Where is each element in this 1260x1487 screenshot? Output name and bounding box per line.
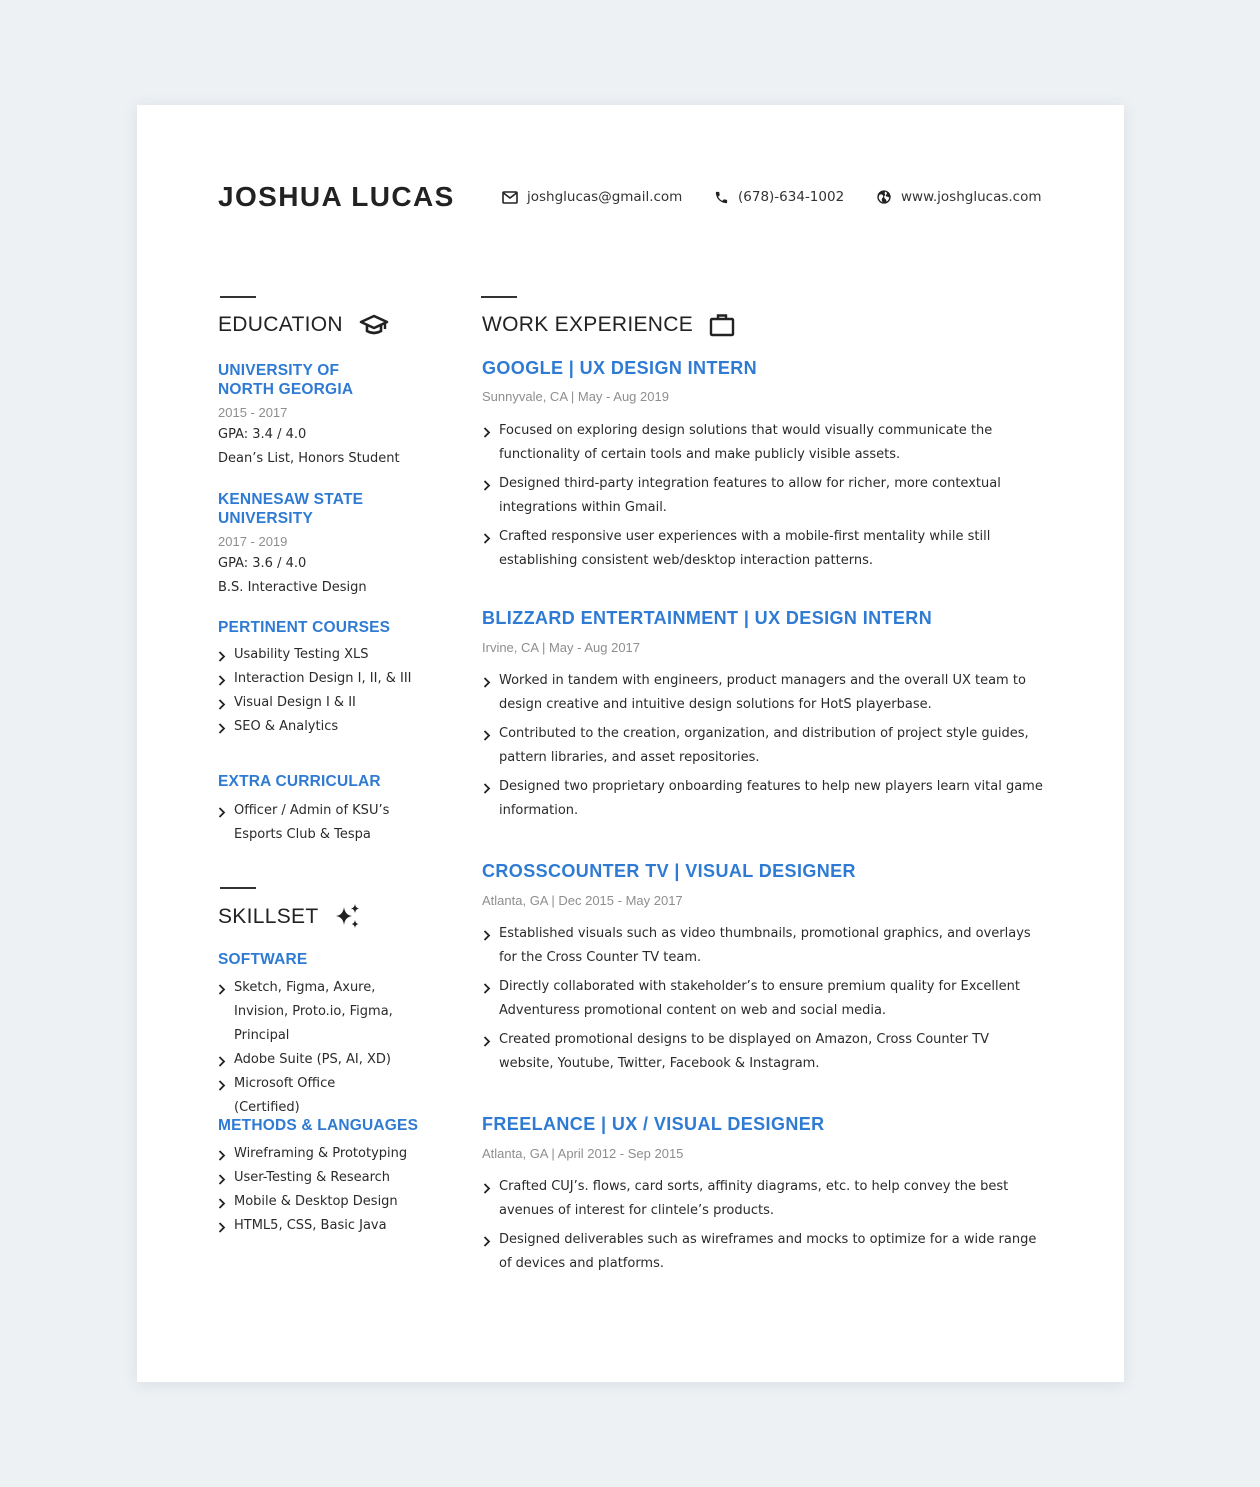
list-item: Interaction Design I, II, & III <box>218 667 448 691</box>
chevron-right-icon <box>218 1150 226 1161</box>
job-title: CROSSCOUNTER TV | VISUAL DESIGNER <box>482 861 856 881</box>
chevron-right-icon <box>218 699 226 710</box>
job-title: FREELANCE | UX / VISUAL DESIGNER <box>482 1114 825 1134</box>
skillset-heading <box>218 903 362 931</box>
mail-icon <box>502 191 518 204</box>
chevron-right-icon <box>218 807 226 818</box>
school-gpa: GPA: 3.6 / 4.0 <box>218 556 307 571</box>
chevron-right-icon <box>218 1174 226 1185</box>
list-item: Designed two proprietary onboarding features to help new players learn vital game information. <box>483 775 1043 823</box>
chevron-right-icon <box>483 783 491 794</box>
contact-email[interactable] <box>502 187 682 207</box>
list-item: Designed deliverables such as wireframes and mocks to optimize for a wide range of devices and platforms. <box>483 1228 1043 1276</box>
school-2 <box>218 490 438 598</box>
education-heading <box>218 313 389 337</box>
list-item: Visual Design I & II <box>218 691 448 715</box>
job-bullets <box>483 922 1043 1081</box>
school-name-line1: KENNESAW STATE <box>218 491 364 508</box>
list-item: Designed third-party integration features to allow for richer, more contextual integrations within Gmail. <box>483 472 1043 520</box>
list-item: Created promotional designs to be displayed on Amazon, Cross Counter TV website, Youtube, Twitter, Facebook & Instagram. <box>483 1028 1043 1076</box>
list-item: Established visuals such as video thumbnails, promotional graphics, and overlays for the Cross Counter TV team. <box>483 922 1043 970</box>
sparkles-icon <box>334 903 362 931</box>
list-item: User-Testing & Research <box>218 1166 458 1190</box>
chevron-right-icon <box>218 1056 226 1067</box>
software-title: SOFTWARE <box>218 951 308 968</box>
resume-page <box>137 105 1124 1382</box>
job-title: BLIZZARD ENTERTAINMENT | UX DESIGN INTERN <box>482 608 933 628</box>
school-name-line2: UNIVERSITY <box>218 510 314 527</box>
section-rule <box>481 296 517 298</box>
list-item: Mobile & Desktop Design <box>218 1190 458 1214</box>
list-item: Contributed to the creation, organization, and distribution of project style guides, pattern libraries, and asset repositories. <box>483 722 1043 770</box>
chevron-right-icon <box>218 723 226 734</box>
chevron-right-icon <box>483 730 491 741</box>
school-note: B.S. Interactive Design <box>218 580 367 595</box>
contact-phone[interactable] <box>714 187 844 207</box>
courses-list <box>218 643 448 739</box>
school-name-line2: NORTH GEORGIA <box>218 381 354 398</box>
chevron-right-icon <box>483 983 491 994</box>
courses-title: PERTINENT COURSES <box>218 619 391 636</box>
school-years: 2015 - 2017 <box>218 405 288 420</box>
extra-curricular-list <box>218 799 393 847</box>
list-item: Microsoft Office (Certified) <box>218 1072 403 1120</box>
software-list <box>218 976 403 1120</box>
phone-icon <box>714 190 729 205</box>
resume-name: JOSHUA LUCAS <box>218 181 455 212</box>
website-text[interactable]: www.joshglucas.com <box>901 189 1042 205</box>
list-item: Worked in tandem with engineers, product managers and the overall UX team to design creative and intuitive design solutions for HotS playerbase. <box>483 669 1043 717</box>
chevron-right-icon <box>483 1183 491 1194</box>
extra-curricular-title: EXTRA CURRICULAR <box>218 773 381 790</box>
school-name-line1: UNIVERSITY OF <box>218 362 340 379</box>
school-note: Dean’s List, Honors Student <box>218 451 400 466</box>
list-item: Usability Testing XLS <box>218 643 448 667</box>
school-gpa: GPA: 3.4 / 4.0 <box>218 427 307 442</box>
chevron-right-icon <box>218 675 226 686</box>
list-item: HTML5, CSS, Basic Java <box>218 1214 458 1238</box>
methods-list <box>218 1142 458 1238</box>
job-bullets <box>483 1175 1043 1281</box>
education-title: EDUCATION <box>218 313 343 336</box>
job-meta: Irvine, CA | May - Aug 2017 <box>482 640 641 655</box>
chevron-right-icon <box>483 480 491 491</box>
list-item: Crafted CUJ’s. flows, card sorts, affinity diagrams, etc. to help convey the best avenues of interest for clintele’s products. <box>483 1175 1043 1223</box>
phone-text[interactable]: (678)-634-1002 <box>738 189 845 205</box>
chevron-right-icon <box>483 533 491 544</box>
chevron-right-icon <box>218 1080 226 1091</box>
chevron-right-icon <box>218 1222 226 1233</box>
chevron-right-icon <box>218 1198 226 1209</box>
skillset-title: SKILLSET <box>218 905 319 928</box>
job-meta: Atlanta, GA | Dec 2015 - May 2017 <box>482 893 683 908</box>
list-item: Sketch, Figma, Axure, Invision, Proto.io, Figma, Principal <box>218 976 403 1048</box>
job-meta: Atlanta, GA | April 2012 - Sep 2015 <box>482 1146 684 1161</box>
contact-website[interactable] <box>876 187 1042 207</box>
section-rule <box>220 296 256 298</box>
job-meta: Sunnyvale, CA | May - Aug 2019 <box>482 389 669 404</box>
job-title: GOOGLE | UX DESIGN INTERN <box>482 358 758 378</box>
list-item: Crafted responsive user experiences with a mobile-first mentality while still establishing consistent web/desktop interaction patterns. <box>483 525 1043 573</box>
list-item: Directly collaborated with stakeholder’s to ensure premium quality for Excellent Adventuress promotional content on web and social media. <box>483 975 1043 1023</box>
list-item: Adobe Suite (PS, AI, XD) <box>218 1048 403 1072</box>
section-rule <box>220 887 256 889</box>
briefcase-icon <box>709 313 735 337</box>
chevron-right-icon <box>483 930 491 941</box>
methods-title: METHODS & LANGUAGES <box>218 1117 419 1134</box>
chevron-right-icon <box>483 1236 491 1247</box>
school-years: 2017 - 2019 <box>218 534 288 549</box>
chevron-right-icon <box>218 984 226 995</box>
job-bullets <box>483 669 1043 828</box>
list-item: Officer / Admin of KSU’s Esports Club & Tespa <box>218 799 393 847</box>
school-1 <box>218 361 438 469</box>
chevron-right-icon <box>483 427 491 438</box>
chevron-right-icon <box>483 677 491 688</box>
list-item: Wireframing & Prototyping <box>218 1142 458 1166</box>
work-experience-heading <box>482 313 735 337</box>
globe-icon <box>876 189 892 205</box>
email-text[interactable]: joshglucas@gmail.com <box>527 189 683 205</box>
chevron-right-icon <box>218 651 226 662</box>
work-title: WORK EXPERIENCE <box>482 313 694 336</box>
graduation-cap-icon <box>359 313 389 337</box>
job-bullets <box>483 419 1043 578</box>
list-item: Focused on exploring design solutions that would visually communicate the functionality of certain tools and make publicly visible assets. <box>483 419 1043 467</box>
chevron-right-icon <box>483 1036 491 1047</box>
list-item: SEO & Analytics <box>218 715 448 739</box>
